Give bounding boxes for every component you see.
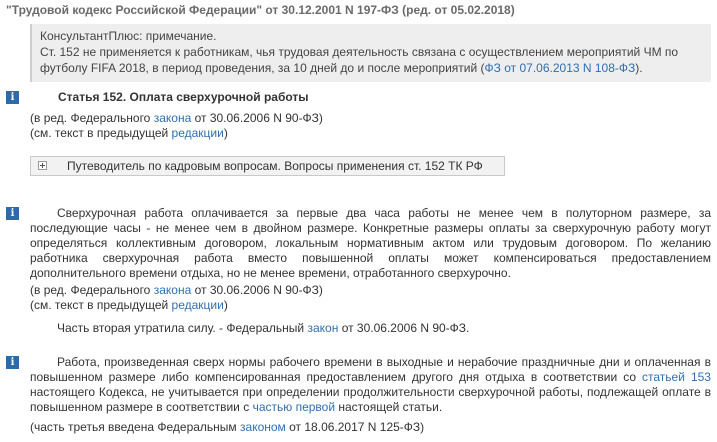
introduction-note <box>30 419 424 435</box>
paragraph-line: Работа, произведенная сверх нормы рабочего времени в выходные и нерабочие праздничные дни и оплаченная в <box>57 355 711 369</box>
expand-plus-icon[interactable] <box>38 161 47 170</box>
prev-text-end: ) <box>223 126 228 140</box>
repealed-note <box>57 320 469 336</box>
paragraph-line: настоящего Кодекса, не учитывается при определении продолжительности сверхурочной работы, подлежащей оплате в <box>30 385 711 399</box>
prev-text: (см. текст в предыдущей <box>30 126 172 140</box>
prev-text: (см. текст в предыдущей <box>30 298 172 312</box>
previous-edition-note <box>30 125 228 141</box>
info-icon[interactable]: i <box>6 207 19 220</box>
paragraph-text: повышенном размере либо компенсированная предоставлением другого дня отдыха в соответствии со <box>30 370 643 384</box>
article-153-link[interactable]: статьей 153 <box>642 370 711 384</box>
edition-link[interactable]: редакции <box>171 298 224 312</box>
paragraph-1 <box>30 206 711 281</box>
repealed-text: Часть вторая утратила силу. - Федеральный <box>57 321 308 335</box>
note-text-end: ). <box>635 61 643 75</box>
document-title: "Трудовой кодекс Российской Федерации" от 30.12.2001 N 197-ФЗ (ред. от 05.02.2018) <box>6 3 515 17</box>
note-law-link[interactable]: ФЗ от 07.06.2013 N 108-ФЗ <box>484 61 636 75</box>
consultant-note <box>30 24 711 82</box>
paragraph-line: дополнительного времени отдыха, но не менее времени, отработанного сверхурочно. <box>30 266 511 280</box>
info-icon[interactable]: i <box>6 356 19 369</box>
repealed-text-end: от 30.06.2006 N 90-ФЗ. <box>338 321 470 335</box>
paragraph-line: определяться коллективным договором, локальным нормативным актом или трудовым договором. По желанию <box>30 236 711 250</box>
paragraph-line: работника сверхурочная работа вместо повышенной оплаты может компенсироваться предоставлением <box>30 251 711 265</box>
part-one-link[interactable]: частью первой <box>252 400 336 414</box>
law-link[interactable]: закона <box>153 111 192 125</box>
paragraph-line: Сверхурочная работа оплачивается за первые два часа работы не менее чем в полуторном размере, за <box>57 206 711 220</box>
intro-text-end: от 18.06.2017 N 125-ФЗ) <box>285 420 425 434</box>
paragraph-line: последующие часы - не менее чем в двойном размере. Конкретные размеры оплаты за сверхурочную работу могут <box>30 221 711 235</box>
paragraph-text: повышенном размере в соответствии с <box>30 400 253 414</box>
paragraph-line <box>30 370 711 385</box>
revision-note <box>30 110 323 126</box>
revision-text: (в ред. Федерального <box>30 111 154 125</box>
revision-text-end: от 30.06.2006 N 90-ФЗ) <box>191 111 323 125</box>
guide-expander[interactable] <box>30 156 505 176</box>
prev-text-end: ) <box>223 298 228 312</box>
previous-edition-note <box>30 297 228 313</box>
paragraph-text-end: настоящей статьи. <box>335 400 443 414</box>
edition-link[interactable]: редакции <box>171 126 224 140</box>
note-line-2 <box>40 60 705 76</box>
revision-text: (в ред. Федерального <box>30 283 154 297</box>
law-link[interactable]: закона <box>153 283 192 297</box>
revision-text-end: от 30.06.2006 N 90-ФЗ) <box>191 283 323 297</box>
info-icon[interactable]: i <box>6 91 19 104</box>
note-label: КонсультантПлюс: примечание. <box>40 29 217 43</box>
law-link[interactable]: закон <box>307 321 339 335</box>
note-line-1: Ст. 152 не применяется к работникам, чья трудовая деятельность связана с осуществлением мероприятий ЧМ по <box>40 45 679 59</box>
paragraph-line <box>30 400 711 415</box>
revision-note <box>30 282 323 298</box>
note-text: футболу FIFA 2018, в период проведения, за 10 дней до и после мероприятий ( <box>40 61 485 75</box>
guide-label[interactable]: Путеводитель по кадровым вопросам. Вопросы применения ст. 152 ТК РФ <box>67 159 483 173</box>
article-title: Статья 152. Оплата сверхурочной работы <box>58 90 309 104</box>
intro-text: (часть третья введена Федеральным <box>30 420 241 434</box>
law-link[interactable]: законом <box>240 420 286 434</box>
paragraph-2 <box>30 355 711 415</box>
